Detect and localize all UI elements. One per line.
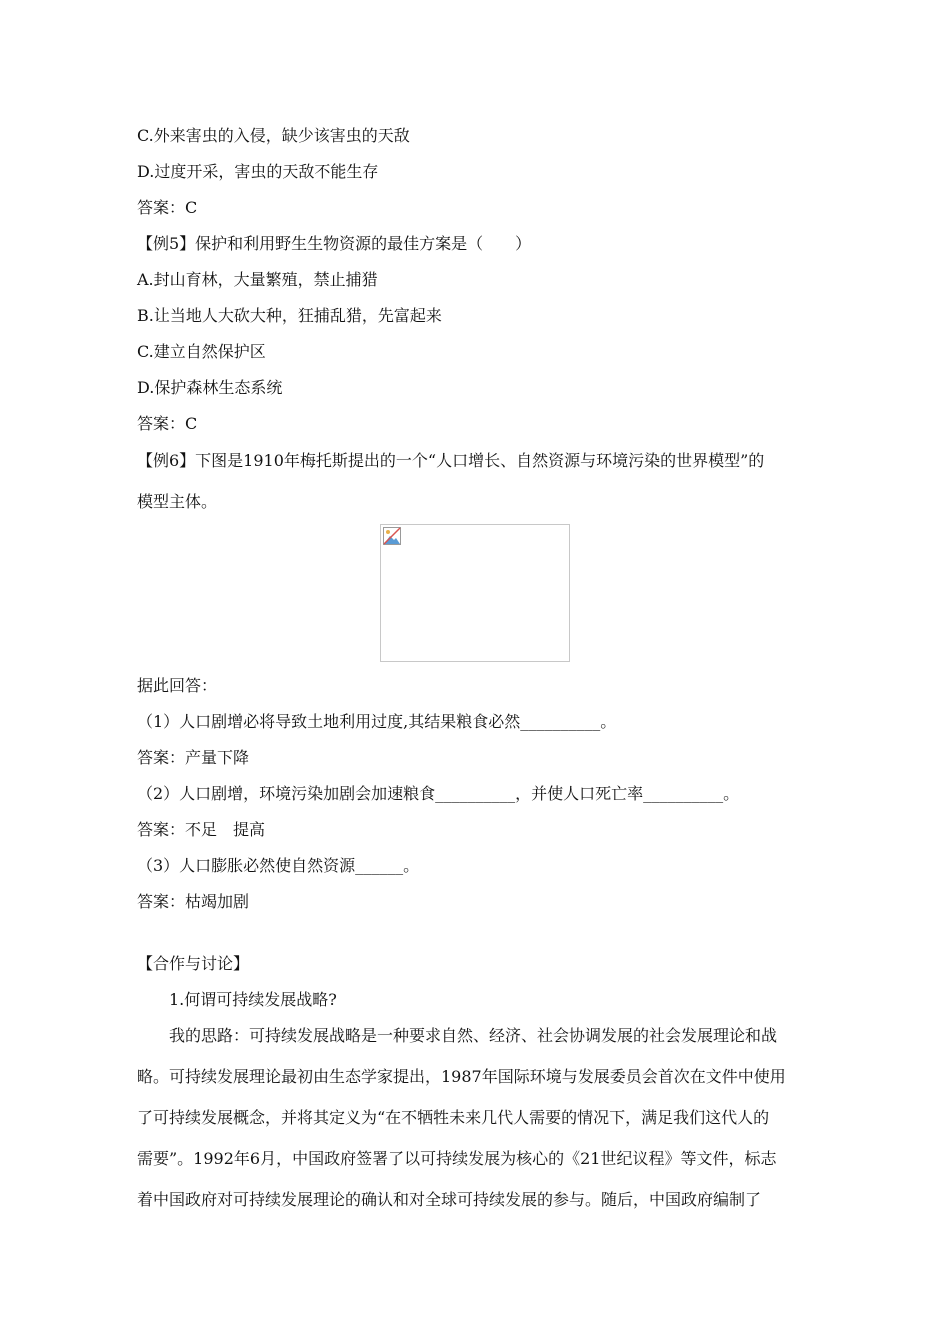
paragraph-line: 了可持续发展概念，并将其定义为“在不牺牲未来几代人需要的情况下，满足我们这代人的 xyxy=(137,1108,770,1127)
broken-image-icon xyxy=(383,527,401,545)
answer-line: 答案：C xyxy=(137,198,198,217)
paragraph-line: 我的思路：可持续发展战略是一种要求自然、经济、社会协调发展的社会发展理论和战 xyxy=(169,1026,778,1045)
world-model-figure xyxy=(380,524,570,662)
paragraph-line: 需要”。1992年6月，中国政府签署了以可持续发展为核心的《21世纪议程》等文件，标志 xyxy=(137,1149,777,1168)
answer-line: 答案：C xyxy=(137,414,198,433)
sub-question-2: （2）人口剧增，环境污染加剧会加速粮食__________，并使人口死亡率__________。 xyxy=(137,784,740,803)
option-a-line: A.封山育林，大量繁殖，禁止捕猎 xyxy=(137,270,378,289)
example-5-question: 【例5】保护和利用野生生物资源的最佳方案是（ ） xyxy=(137,234,532,253)
option-d-line: D.过度开采，害虫的天敌不能生存 xyxy=(137,162,379,181)
answer-line: 答案：枯竭加剧 xyxy=(137,892,250,911)
option-c-line: C.建立自然保护区 xyxy=(137,342,266,361)
sub-question-3: （3）人口膨胀必然使自然资源______。 xyxy=(137,856,420,875)
answer-line: 答案：不足 提高 xyxy=(137,820,266,839)
option-b-line: B.让当地人大砍大种，狂捕乱猎，先富起来 xyxy=(137,306,442,325)
section-heading: 【合作与讨论】 xyxy=(137,954,250,973)
example-6-question: 【例6】下图是1910年梅托斯提出的一个“人口增长、自然资源与环境污染的世界模型”的 xyxy=(137,451,765,470)
answer-line: 答案：产量下降 xyxy=(137,748,250,767)
option-c-line: C.外来害虫的入侵，缺少该害虫的天敌 xyxy=(137,126,410,145)
answer-prompt: 据此回答： xyxy=(137,676,218,695)
sub-question-1: （1）人口剧增必将导致土地利用过度,其结果粮食必然__________。 xyxy=(137,712,617,731)
discussion-question-1: 1.何谓可持续发展战略? xyxy=(169,990,337,1009)
example-6-question-cont: 模型主体。 xyxy=(137,492,218,511)
paragraph-line: 着中国政府对可持续发展理论的确认和对全球可持续发展的参与。随后，中国政府编制了 xyxy=(137,1190,762,1209)
option-d-line: D.保护森林生态系统 xyxy=(137,378,283,397)
paragraph-line: 略。可持续发展理论最初由生态学家提出，1987年国际环境与发展委员会首次在文件中使用 xyxy=(137,1067,786,1086)
